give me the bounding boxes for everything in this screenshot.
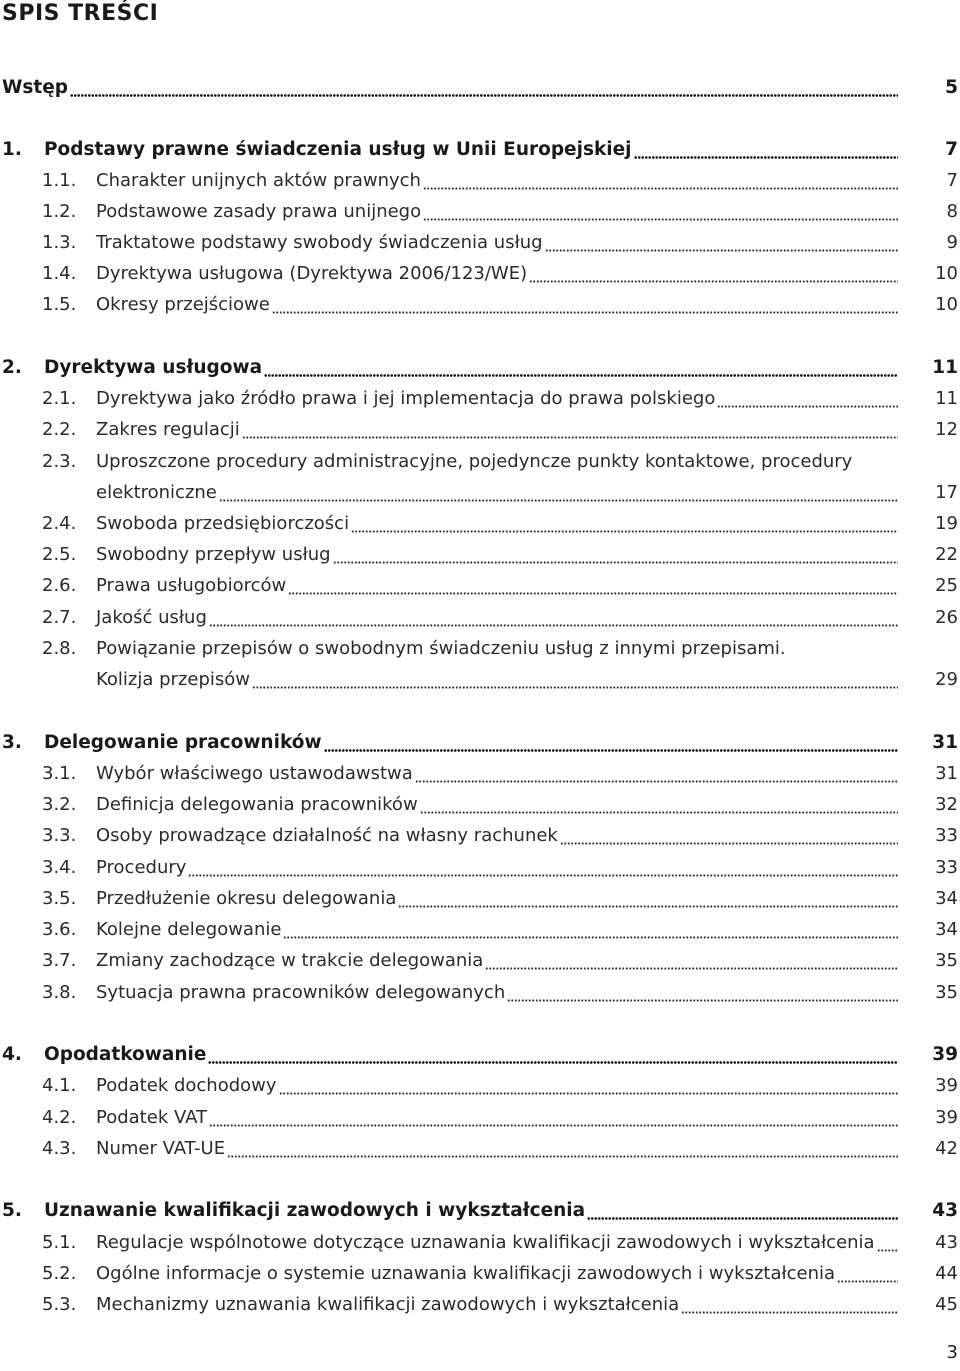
toc-entry-page: 43 (932, 1200, 958, 1221)
toc-entry-line (96, 820, 898, 851)
toc-entry-title: Przedłużenie okresu delegowania (96, 888, 397, 909)
toc-entry-number: 3.5. (42, 888, 77, 909)
toc-entry-line (96, 852, 898, 883)
dot-leader (264, 352, 898, 383)
toc-entry-number: 3.8. (42, 982, 77, 1003)
toc-entry-line (96, 1070, 898, 1101)
toc-entry-line (96, 977, 898, 1008)
toc-entry-number: 2.2. (42, 419, 77, 440)
toc-entry-page: 9 (946, 232, 958, 253)
dot-leader (415, 758, 898, 789)
toc-entry (0, 758, 960, 789)
toc-entry-number: 1. (2, 139, 22, 160)
toc-entry (0, 508, 960, 539)
toc-entry-title: Zmiany zachodzące w trakcie delegowania (96, 950, 484, 971)
toc-entry (0, 727, 960, 758)
dot-leader (70, 72, 898, 103)
toc-entry-title: Opodatkowanie (44, 1044, 207, 1065)
toc-entry-number: 5.1. (42, 1232, 77, 1253)
toc-entry-number: 4.3. (42, 1138, 77, 1159)
toc-entry-page: 10 (935, 294, 958, 315)
toc-entry-number: 2.4. (42, 513, 77, 534)
toc-entry-title: Dyrektywa jako źródło prawa i jej implementacja do prawa polskiego (96, 388, 716, 409)
toc-entry-page: 22 (935, 544, 958, 565)
toc-entry-line (44, 352, 898, 383)
toc-entry-title: Uznawanie kwalifikacji zawodowych i wykształcenia (44, 1200, 586, 1221)
toc-entry (0, 539, 960, 570)
toc-entry-number: 3.2. (42, 794, 77, 815)
dot-leader (242, 414, 898, 445)
dot-leader (545, 227, 898, 258)
toc-entry-line (96, 1227, 898, 1258)
toc-entry-line (96, 945, 898, 976)
toc-entry (0, 1195, 960, 1226)
toc-entry (0, 914, 960, 945)
toc-entry-title: Dyrektywa usługowa (Dyrektywa 2006/123/WE) (96, 263, 528, 284)
toc-entry (0, 1289, 960, 1320)
toc-entry (0, 1227, 960, 1258)
toc-entry-page: 19 (935, 513, 958, 534)
toc-entry-line (44, 727, 898, 758)
toc-entry-page: 17 (935, 482, 958, 503)
toc-entry-number: 2.8. (42, 638, 77, 659)
toc-entry-line (96, 664, 898, 695)
toc-entry-page: 33 (935, 825, 958, 846)
toc-entry-number: 1.1. (42, 170, 77, 191)
dot-leader (208, 1039, 898, 1070)
toc-entry (0, 414, 960, 445)
toc-entry-number: 3.4. (42, 857, 77, 878)
toc-entry-page: 11 (932, 357, 958, 378)
toc-entry (0, 227, 960, 258)
toc-entry-number: 2.1. (42, 388, 77, 409)
dot-leader (420, 789, 898, 820)
dot-leader (717, 383, 898, 414)
toc-entry-line (96, 633, 898, 664)
toc-entry (0, 977, 960, 1008)
toc-entry-page: 42 (935, 1138, 958, 1159)
dot-leader (252, 664, 898, 695)
toc-entry-line (96, 477, 898, 508)
page-number: 3 (946, 1342, 958, 1363)
toc-entry-title: Charakter unijnych aktów prawnych (96, 170, 421, 191)
toc-entry-title: Kolizja przepisów (96, 669, 251, 690)
toc-entry-title: Zakres regulacji (96, 419, 240, 440)
toc-entry-number: 4.1. (42, 1075, 77, 1096)
toc-entry (0, 165, 960, 196)
toc-entry (0, 446, 960, 477)
dot-leader (279, 1070, 898, 1101)
toc-entry-number: 1.3. (42, 232, 77, 253)
toc-entry-title: Definicja delegowania pracowników (96, 794, 418, 815)
toc-entry-page: 25 (935, 575, 958, 596)
toc-entry-title: Mechanizmy uznawania kwalifikacji zawodowych i wykształcenia (96, 1294, 680, 1315)
toc-entry-page: 32 (935, 794, 958, 815)
toc-entry (0, 196, 960, 227)
toc-entry-page: 39 (935, 1075, 958, 1096)
toc-entry-page: 26 (935, 607, 958, 628)
toc-entry-line (96, 1289, 898, 1320)
toc-entry-line (96, 289, 898, 320)
toc-entry-line (96, 227, 898, 258)
toc-entry-title: Procedury (96, 857, 187, 878)
toc-entry-title: elektroniczne (96, 482, 217, 503)
toc-entry-page: 10 (935, 263, 958, 284)
toc-entry-line (96, 539, 898, 570)
dot-leader (219, 477, 898, 508)
dot-leader (681, 1289, 898, 1320)
toc-entry-line (2, 72, 898, 103)
toc-entry-title: Jakość usług (96, 607, 207, 628)
dot-leader (209, 602, 898, 633)
dot-leader (398, 883, 898, 914)
dot-leader (288, 570, 898, 601)
toc-entry-number: 3.7. (42, 950, 77, 971)
toc-entry-line (96, 914, 898, 945)
toc-entry-title: Numer VAT-UE (96, 1138, 226, 1159)
toc-entry-title: Regulacje wspólnotowe dotyczące uznawania kwalifikacji zawodowych i wykształcenia (96, 1232, 875, 1253)
toc-entry-title: Traktatowe podstawy swobody świadczenia usług (96, 232, 543, 253)
dot-leader (634, 134, 899, 165)
toc-entry-title: Ogólne informacje o systemie uznawania kwalifikacji zawodowych i wykształcenia (96, 1263, 836, 1284)
page-title: SPIS TREŚCI (2, 1, 159, 26)
toc-entry-line (96, 165, 898, 196)
toc-entry-page: 7 (945, 139, 958, 160)
toc-entry-number: 1.5. (42, 294, 77, 315)
toc-entry-title: Podstawy prawne świadczenia usług w Unii Europejskiej (44, 139, 632, 160)
toc-entry-line (96, 508, 898, 539)
dot-leader (560, 820, 898, 851)
toc-entry-page: 33 (935, 857, 958, 878)
toc-entry (0, 883, 960, 914)
toc-entry-line (96, 383, 898, 414)
toc-entry-number: 4.2. (42, 1107, 77, 1128)
toc-entry-title: Podatek dochodowy (96, 1075, 277, 1096)
dot-leader (529, 258, 898, 289)
toc-entry (0, 820, 960, 851)
toc-entry (0, 664, 960, 695)
toc-entry (0, 1102, 960, 1133)
toc-entry-title: Wstęp (2, 77, 69, 98)
dot-leader (227, 1133, 898, 1164)
toc-entry-page: 29 (935, 669, 958, 690)
toc-entry (0, 289, 960, 320)
toc-entry-title: Powiązanie przepisów o swobodnym świadczeniu usług z innymi przepisami. (96, 638, 786, 659)
toc-entry-title: Swobodny przepływ usług (96, 544, 331, 565)
toc-entry-line (96, 883, 898, 914)
toc-entry (0, 945, 960, 976)
toc-entry-line (96, 414, 898, 445)
dot-leader (587, 1195, 898, 1226)
toc-entry-page: 35 (935, 982, 958, 1003)
toc-entry-title: Osoby prowadzące działalność na własny rachunek (96, 825, 558, 846)
toc-entry-number: 1.4. (42, 263, 77, 284)
toc-entry (0, 1258, 960, 1289)
dot-leader (324, 727, 898, 758)
dot-leader (837, 1258, 898, 1289)
toc-entry-number: 2.5. (42, 544, 77, 565)
toc-entry-page: 34 (935, 888, 958, 909)
toc-entry-page: 5 (945, 77, 958, 98)
dot-leader (423, 165, 898, 196)
toc-entry-line (96, 1258, 898, 1289)
toc-entry-number: 2.7. (42, 607, 77, 628)
toc-entry-page: 39 (935, 1107, 958, 1128)
toc-entry-number: 1.2. (42, 201, 77, 222)
toc-entry-page: 8 (946, 201, 958, 222)
dot-leader (283, 914, 898, 945)
toc-entry-page: 44 (935, 1263, 958, 1284)
dot-leader (272, 289, 898, 320)
dot-leader (507, 977, 898, 1008)
toc-entry-line (96, 446, 898, 477)
dot-leader (485, 945, 898, 976)
toc-entry-line (96, 789, 898, 820)
dot-leader (423, 196, 898, 227)
toc-entry-number: 5.2. (42, 1263, 77, 1284)
toc-entry-title: Prawa usługobiorców (96, 575, 287, 596)
toc-entry-number: 2.3. (42, 451, 77, 472)
dot-leader (351, 508, 898, 539)
toc-entry-number: 3. (2, 732, 22, 753)
toc-entry-title: Dyrektywa usługowa (44, 357, 263, 378)
toc-entry-line (96, 1102, 898, 1133)
toc-entry-page: 31 (932, 732, 958, 753)
toc-entry-number: 3.6. (42, 919, 77, 940)
toc-entry-line (44, 1195, 898, 1226)
toc-entry-number: 4. (2, 1044, 22, 1065)
toc-entry (0, 852, 960, 883)
toc-entry-line (96, 1133, 898, 1164)
toc-entry-number: 2. (2, 357, 22, 378)
toc-entry-title: Kolejne delegowanie (96, 919, 282, 940)
toc-entry (0, 570, 960, 601)
toc-entry (0, 383, 960, 414)
toc-entry-number: 5. (2, 1200, 22, 1221)
toc-entry (0, 352, 960, 383)
toc-entry-page: 45 (935, 1294, 958, 1315)
toc-entry-line (96, 196, 898, 227)
toc-entry-line (44, 1039, 898, 1070)
toc-entry-title: Uproszczone procedury administracyjne, pojedyncze punkty kontaktowe, procedury (96, 451, 853, 472)
toc-entry-title: Podatek VAT (96, 1107, 208, 1128)
toc-entry (0, 1039, 960, 1070)
toc-entry-page: 7 (946, 170, 958, 191)
toc-entry (0, 134, 960, 165)
toc-entry (0, 1133, 960, 1164)
dot-leader (209, 1102, 898, 1133)
toc-entry-line (44, 134, 898, 165)
toc-entry-page: 12 (935, 419, 958, 440)
toc-entry (0, 258, 960, 289)
toc-entry-line (96, 570, 898, 601)
toc-entry (0, 633, 960, 664)
toc-entry (0, 477, 960, 508)
toc-entry (0, 1070, 960, 1101)
toc-entry-page: 43 (935, 1232, 958, 1253)
toc-entry-title: Swoboda przedsiębiorczości (96, 513, 350, 534)
dot-leader (188, 852, 898, 883)
toc-entry-number: 3.1. (42, 763, 77, 784)
toc-entry-title: Delegowanie pracowników (44, 732, 322, 753)
dot-leader (333, 539, 898, 570)
toc-entry-page: 39 (932, 1044, 958, 1065)
toc-entry-title: Podstawowe zasady prawa unijnego (96, 201, 422, 222)
toc-entry-title: Okresy przejściowe (96, 294, 270, 315)
toc-entry-number: 2.6. (42, 575, 77, 596)
toc-entry-line (96, 602, 898, 633)
toc-entry-number: 3.3. (42, 825, 77, 846)
toc-entry-page: 31 (935, 763, 958, 784)
toc-entry-title: Sytuacja prawna pracowników delegowanych (96, 982, 506, 1003)
toc-entry-line (96, 758, 898, 789)
toc-entry-number: 5.3. (42, 1294, 77, 1315)
toc-entry-page: 11 (935, 388, 958, 409)
toc-entry-title: Wybór właściwego ustawodawstwa (96, 763, 413, 784)
toc-entry-page: 35 (935, 950, 958, 971)
toc-entry-line (96, 258, 898, 289)
toc-entry (0, 72, 960, 103)
dot-leader (877, 1227, 898, 1258)
toc-entry (0, 602, 960, 633)
toc-entry (0, 789, 960, 820)
toc-entry-page: 34 (935, 919, 958, 940)
